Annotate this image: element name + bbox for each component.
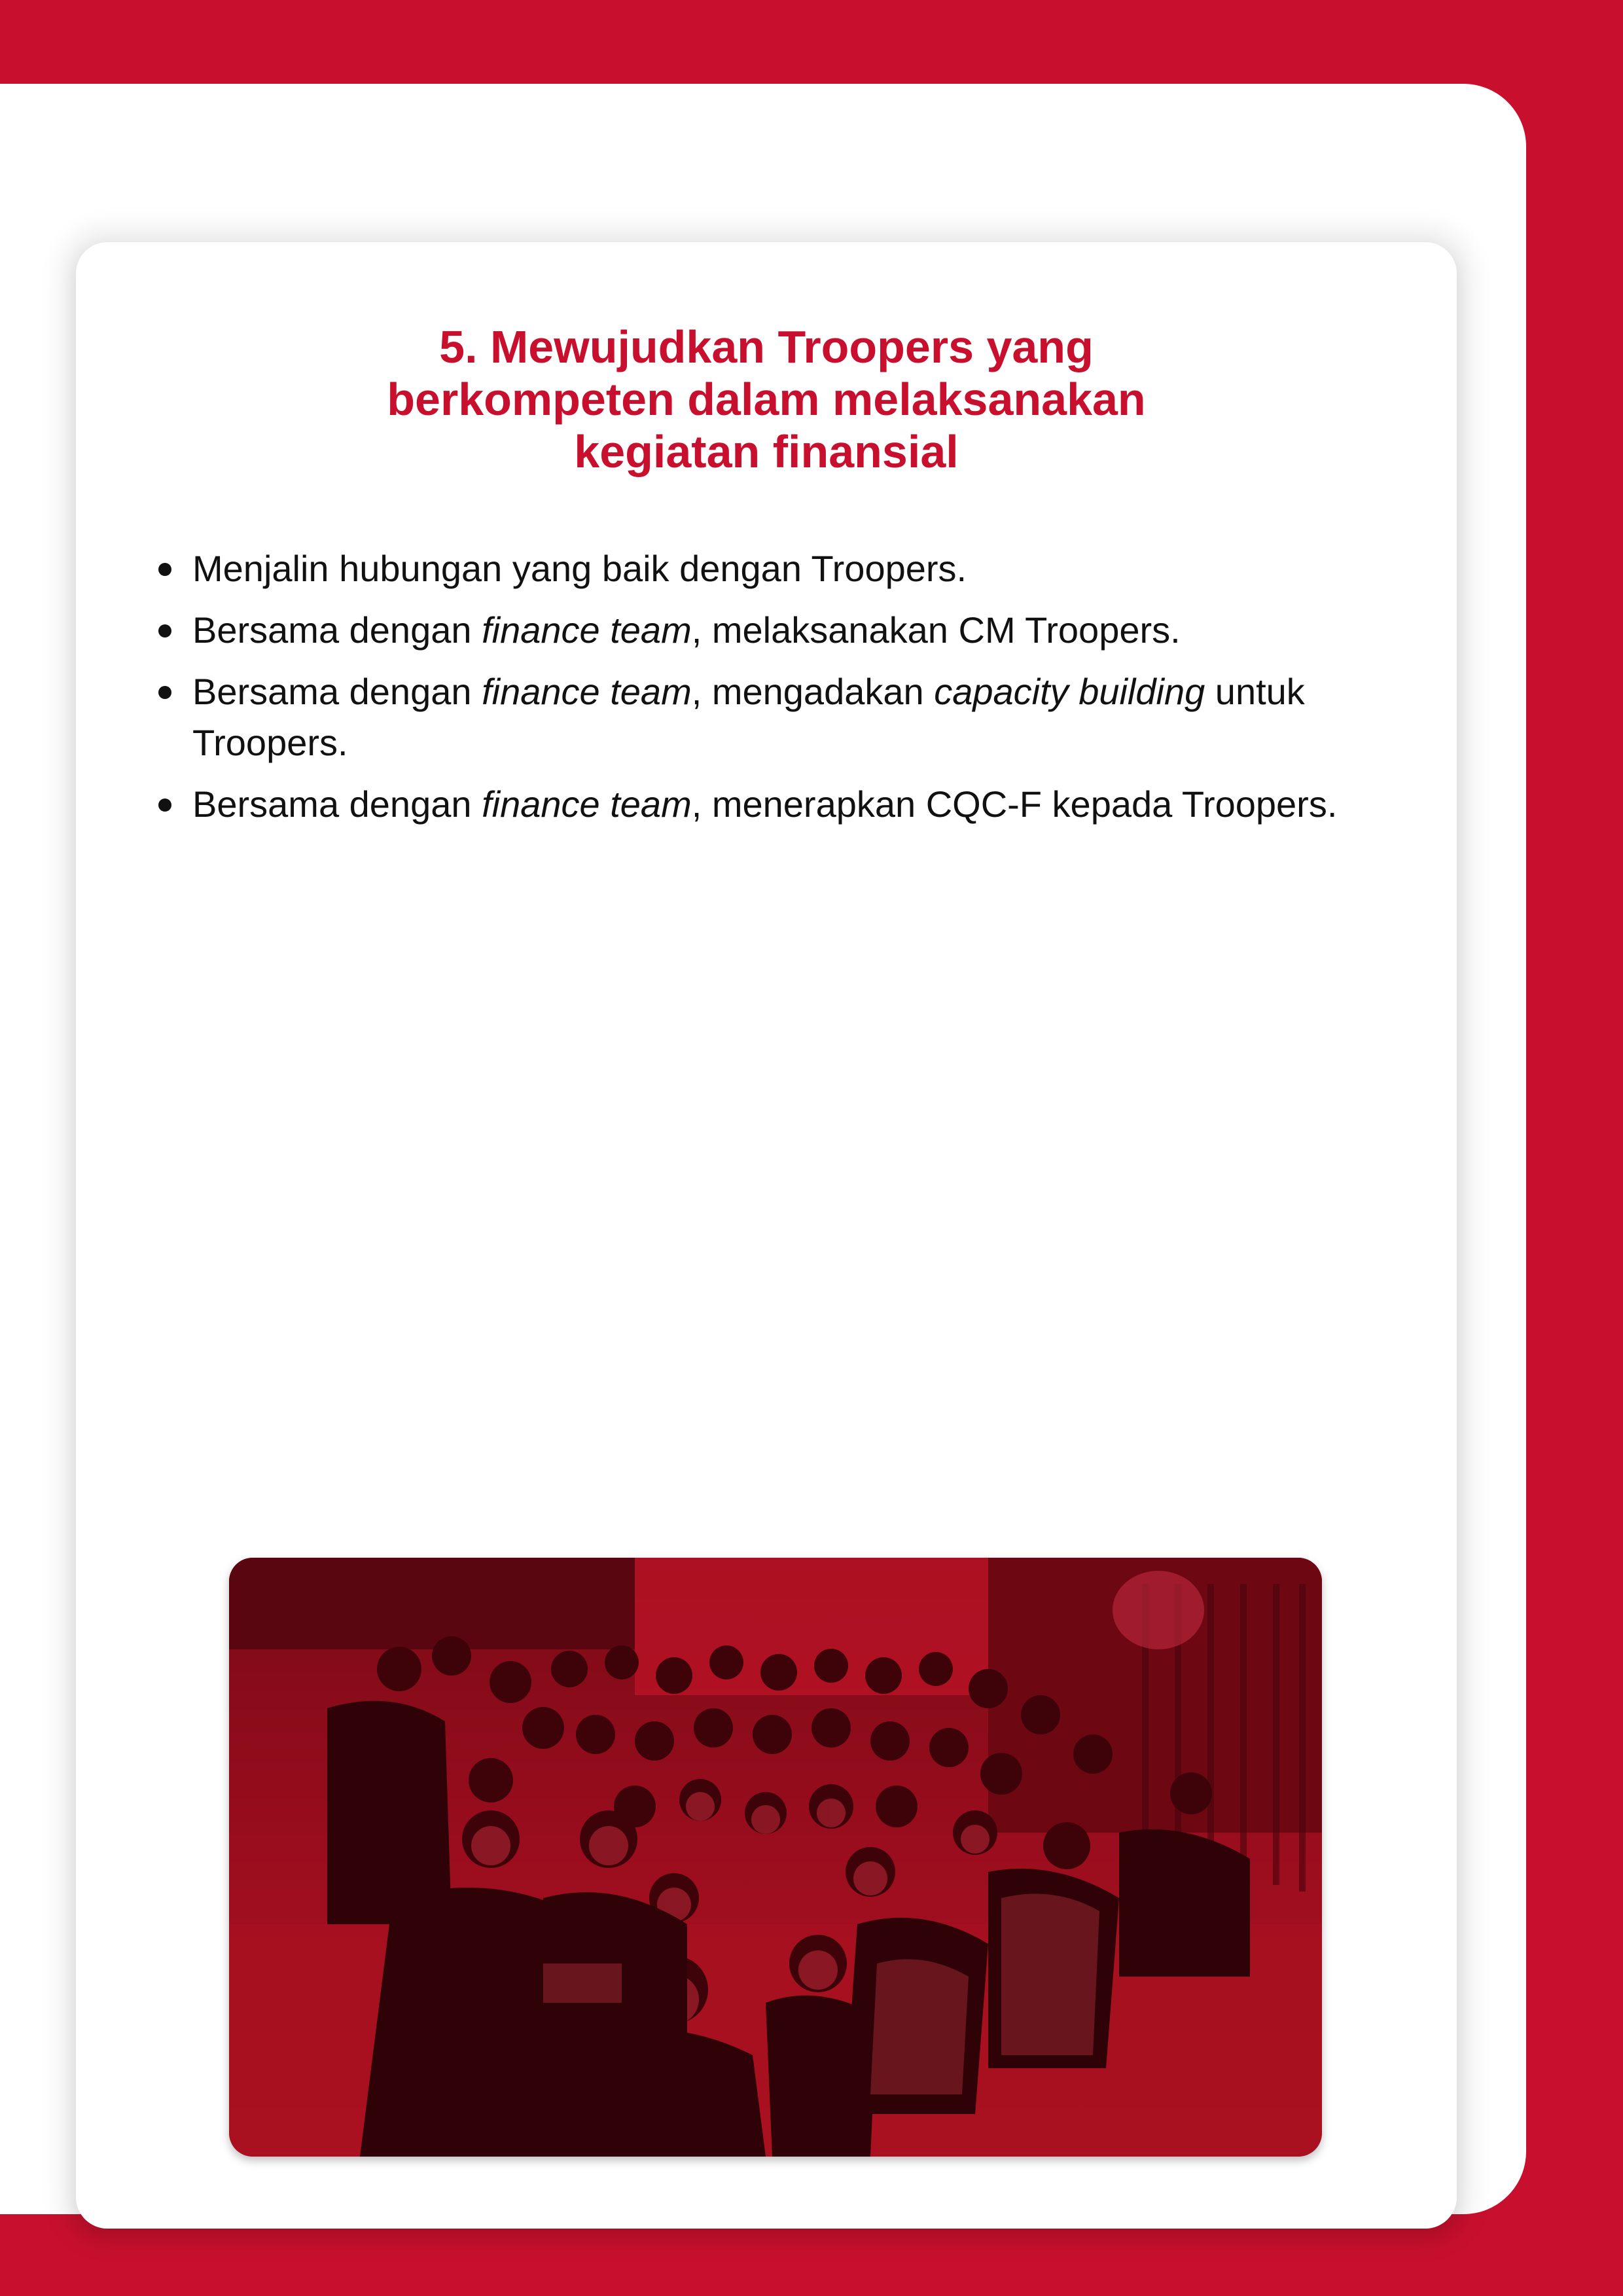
bullet-text: Menjalin hubungan yang baik dengan Troopers. <box>192 548 967 589</box>
title-line-1: 5. Mewujudkan Troopers yang <box>439 321 1094 372</box>
page-title <box>76 321 1457 478</box>
content-card <box>76 242 1457 2229</box>
page-panel <box>0 84 1526 2214</box>
bullet-text: Bersama dengan <box>192 783 482 825</box>
bullet-text: , melaksanakan CM Troopers. <box>691 609 1181 651</box>
bullet-text: Bersama dengan <box>192 609 482 651</box>
bullet-text: , mengadakan <box>691 671 935 712</box>
bullet-dot-icon <box>158 624 171 637</box>
bullet-list <box>192 543 1436 840</box>
bullet-item <box>192 543 1436 594</box>
title-line-2: berkompeten dalam melaksanakan <box>387 374 1146 425</box>
bullet-item <box>192 779 1436 830</box>
bullet-italic-text: finance team <box>482 671 692 712</box>
bullet-italic-text: finance team <box>482 783 692 825</box>
bullet-dot-icon <box>158 563 171 576</box>
group-photo <box>229 1558 1322 2157</box>
bullet-italic-text: capacity building <box>934 671 1205 712</box>
bullet-dot-icon <box>158 798 171 812</box>
bullet-text: Bersama dengan <box>192 671 482 712</box>
group-photo-icon <box>229 1558 1322 2157</box>
bullet-italic-text: finance team <box>482 609 692 651</box>
title-line-3: kegiatan finansial <box>574 426 959 477</box>
bullet-item <box>192 605 1436 656</box>
bullet-item <box>192 666 1436 768</box>
bullet-text: , menerapkan CQC-F kepada Troopers. <box>691 783 1338 825</box>
bullet-text: untuk Troopers. <box>192 671 1305 763</box>
bullet-dot-icon <box>158 686 171 699</box>
